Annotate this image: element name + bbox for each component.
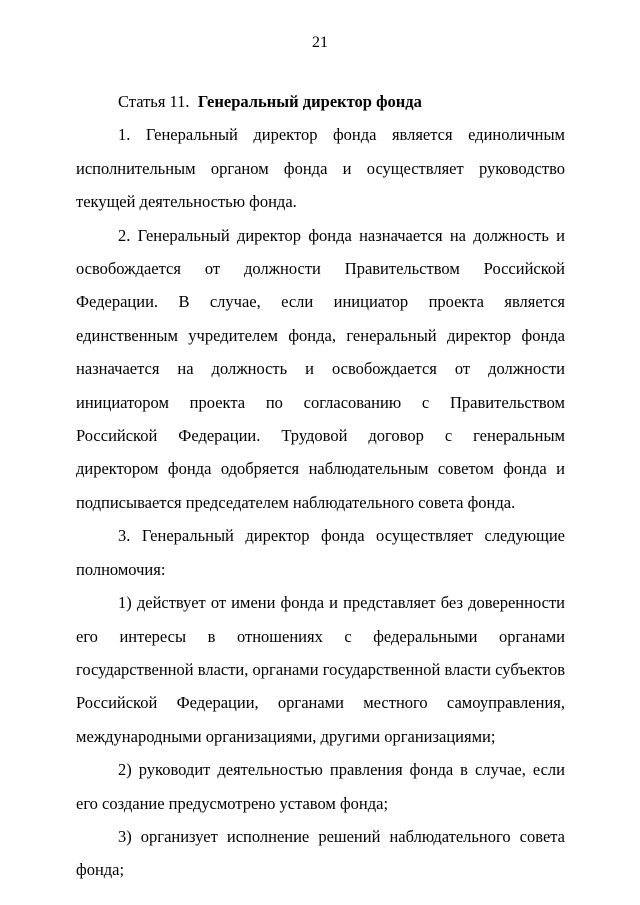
list-item-2: 2) руководит деятельностью правления фонда в случае, если его создание предусмотрено уставом фонда; <box>76 760 565 813</box>
list-item-1: 1) действует от имени фонда и представляет без доверенности его интересы в отношениях с федеральными органами государственной власти, органами государственной власти субъектов Российской Федерации, органами местного самоуправления, международными организациями, другими организациями; <box>76 593 565 746</box>
article-heading <box>76 85 565 118</box>
page-number: 21 <box>312 34 328 51</box>
article-prefix: Статья 11. <box>118 92 190 111</box>
paragraph-3: 3. Генеральный директор фонда осуществляет следующие полномочия: <box>76 526 565 579</box>
document-body <box>76 85 565 887</box>
article-title: Генеральный директор фонда <box>197 92 422 111</box>
paragraph-2: 2. Генеральный директор фонда назначается на должность и освобождается от должности Правительством Российской Федерации. В случае, если инициатор проекта является единственным учредителем фонда, генеральный директор фонда назначается на должность и освобождается от должности инициатором проекта по согласованию с Правительством Российской Федерации. Трудовой договор с генеральным директором фонда одобряется наблюдательным советом фонда и подписывается председателем наблюдательного совета фонда. <box>76 225 565 512</box>
paragraph-1: 1. Генеральный директор фонда является единоличным исполнительным органом фонда и осуществляет руководство текущей деятельностью фонда. <box>76 125 565 212</box>
list-item-3: 3) организует исполнение решений наблюдательного совета фонда; <box>76 826 565 880</box>
